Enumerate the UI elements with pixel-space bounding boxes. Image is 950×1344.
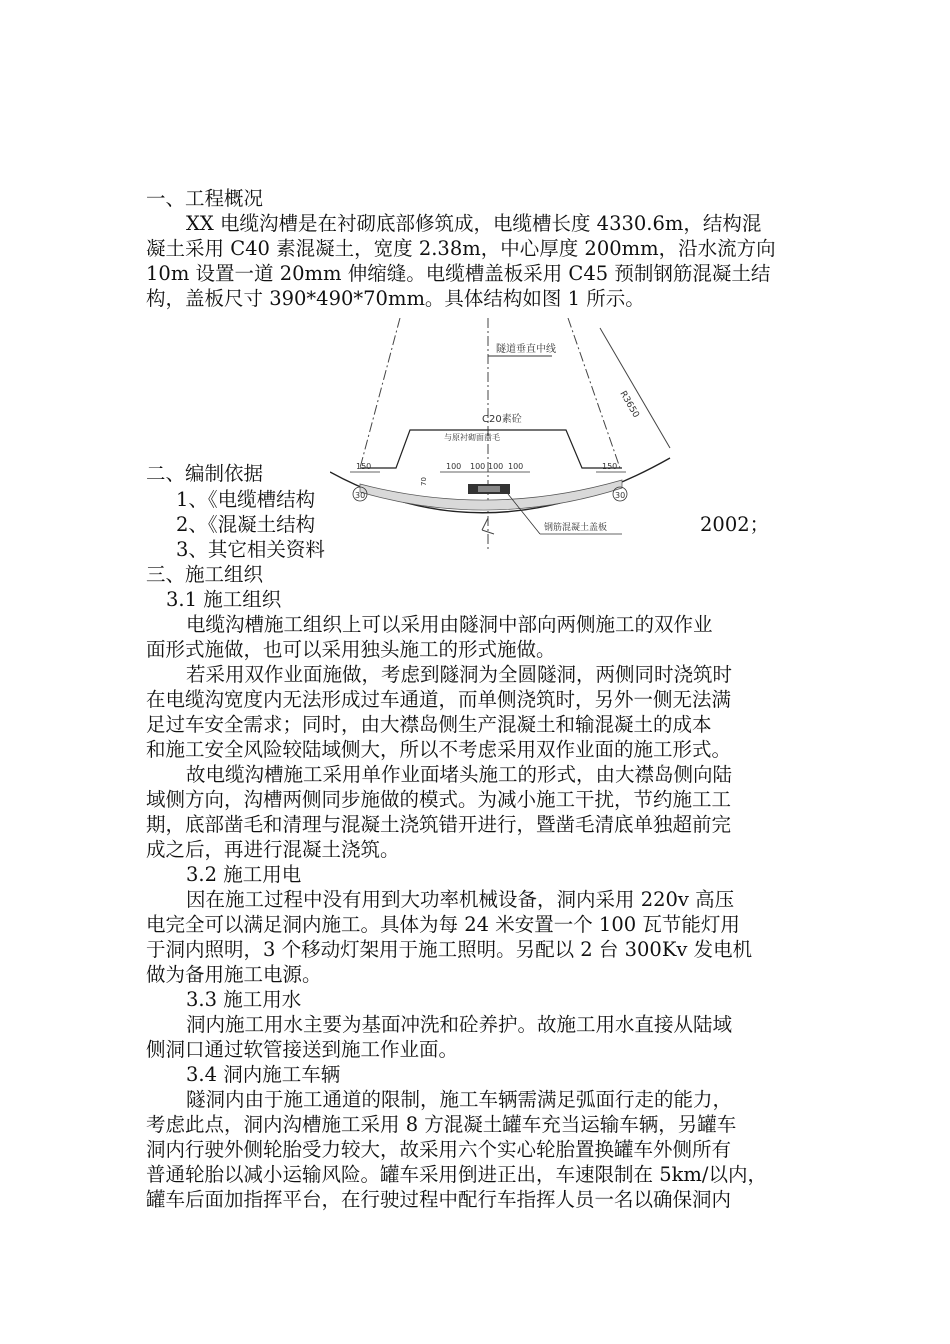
- paragraph-line: 10m 设置一道 20mm 伸缩缝。电缆槽盖板采用 C45 预制钢筋混凝土结: [146, 262, 771, 285]
- dimension-70: 70: [420, 477, 428, 486]
- paragraph-line: 因在施工过程中没有用到大功率机械设备，洞内采用 220v 高压: [186, 888, 735, 911]
- cable-trench-diagram: [330, 318, 692, 550]
- reference-item-tail: 2002；: [700, 513, 770, 536]
- cover-plate-label: 钢筋混凝土盖板: [544, 523, 608, 533]
- section-1-heading: 一、工程概况: [146, 187, 264, 210]
- subsection-heading: 3.2 施工用电: [186, 863, 302, 886]
- centerline-label: 隧道垂直中线: [496, 344, 556, 355]
- paragraph-line: 在电缆沟宽度内无法形成过车通道，而单侧浇筑时，另外一侧无法满: [146, 688, 732, 711]
- paragraph-line: 成之后，再进行混凝土浇筑。: [146, 838, 400, 861]
- paragraph-line: 期，底部凿毛和清理与混凝土浇筑错开进行，暨凿毛清底单独超前完: [146, 813, 732, 836]
- paragraph-line: 罐车后面加指挥平台，在行驶过程中配行车指挥人员一名以确保洞内: [146, 1188, 732, 1211]
- reference-item: 1、《电缆槽结构: [176, 488, 316, 511]
- roughen-label: 与原衬砌面凿毛: [444, 433, 500, 442]
- paragraph-line: 凝土采用 C40 素混凝土，宽度 2.38m，中心厚度 200mm，沿水流方向: [146, 237, 776, 260]
- paragraph-line: 侧洞口通过软管接送到施工作业面。: [146, 1038, 459, 1061]
- paragraph-line: 洞内施工用水主要为基面冲洗和砼养护。故施工用水直接从陆域: [186, 1013, 733, 1036]
- slope-right-label: 30: [615, 491, 626, 500]
- radius-label: R3650: [617, 389, 641, 420]
- paragraph-line: 做为备用施工电源。: [146, 963, 322, 986]
- subsection-heading: 3.4 洞内施工车辆: [186, 1063, 341, 1086]
- paragraph-line: 和施工安全风险较陆域侧大，所以不考虑采用双作业面的施工形式。: [146, 738, 732, 761]
- dimension-150-right: 150: [602, 462, 618, 471]
- subsection-heading: 3.1 施工组织: [166, 588, 282, 611]
- paragraph-line: 电完全可以满足洞内施工。具体为每 24 米安置一个 100 瓦节能灯用: [146, 913, 740, 936]
- paragraph-line: 域侧方向，沟槽两侧同步施做的模式。为减小施工干扰，节约施工工: [146, 788, 732, 811]
- slope-left-label: 30: [355, 491, 366, 500]
- dimension-100: 100: [488, 462, 504, 471]
- reference-item: 3、其它相关资料: [176, 538, 325, 561]
- paragraph-line: 电缆沟槽施工组织上可以采用由隧洞中部向两侧施工的双作业: [186, 613, 713, 636]
- paragraph-line: 构，盖板尺寸 390*490*70mm。具体结构如图 1 所示。: [146, 287, 645, 310]
- paragraph-line: XX 电缆沟槽是在衬砌底部修筑成，电缆槽长度 4330.6m，结构混: [186, 212, 762, 235]
- subsection-heading: 3.3 施工用水: [186, 988, 302, 1011]
- paragraph-line: 洞内行驶外侧轮胎受力较大，故采用六个实心轮胎置换罐车外侧所有: [146, 1138, 732, 1161]
- section-3-heading: 三、施工组织: [146, 563, 264, 586]
- dimension-100: 100: [470, 462, 486, 471]
- paragraph-line: 若采用双作业面施做，考虑到隧洞为全圆隧洞，两侧同时浇筑时: [186, 663, 733, 686]
- paragraph-line: 于洞内照明，3 个移动灯架用于施工照明。另配以 2 台 300Kv 发电机: [146, 938, 753, 961]
- dimension-100: 100: [446, 462, 462, 471]
- section-2-heading: 二、编制依据: [146, 462, 264, 485]
- paragraph-line: 故电缆沟槽施工采用单作业面堵头施工的形式，由大襟岛侧向陆: [186, 763, 733, 786]
- dimension-150-left: 150: [356, 462, 372, 471]
- concrete-label: C20素砼: [482, 414, 522, 425]
- paragraph-line: 普通轮胎以减小运输风险。罐车采用倒进正出，车速限制在 5km/以内，: [146, 1163, 767, 1186]
- paragraph-line: 隧洞内由于施工通道的限制，施工车辆需满足弧面行走的能力，: [186, 1088, 733, 1111]
- paragraph-line: 足过车安全需求；同时，由大襟岛侧生产混凝土和输混凝土的成本: [146, 713, 712, 736]
- paragraph-line: 考虑此点，洞内沟槽施工采用 8 方混凝土罐车充当运输车辆，另罐车: [146, 1113, 737, 1136]
- dimension-100: 100: [508, 462, 524, 471]
- paragraph-line: 面形式施做，也可以采用独头施工的形式施做。: [146, 638, 556, 661]
- reference-item: 2、《混凝土结构: [176, 513, 316, 536]
